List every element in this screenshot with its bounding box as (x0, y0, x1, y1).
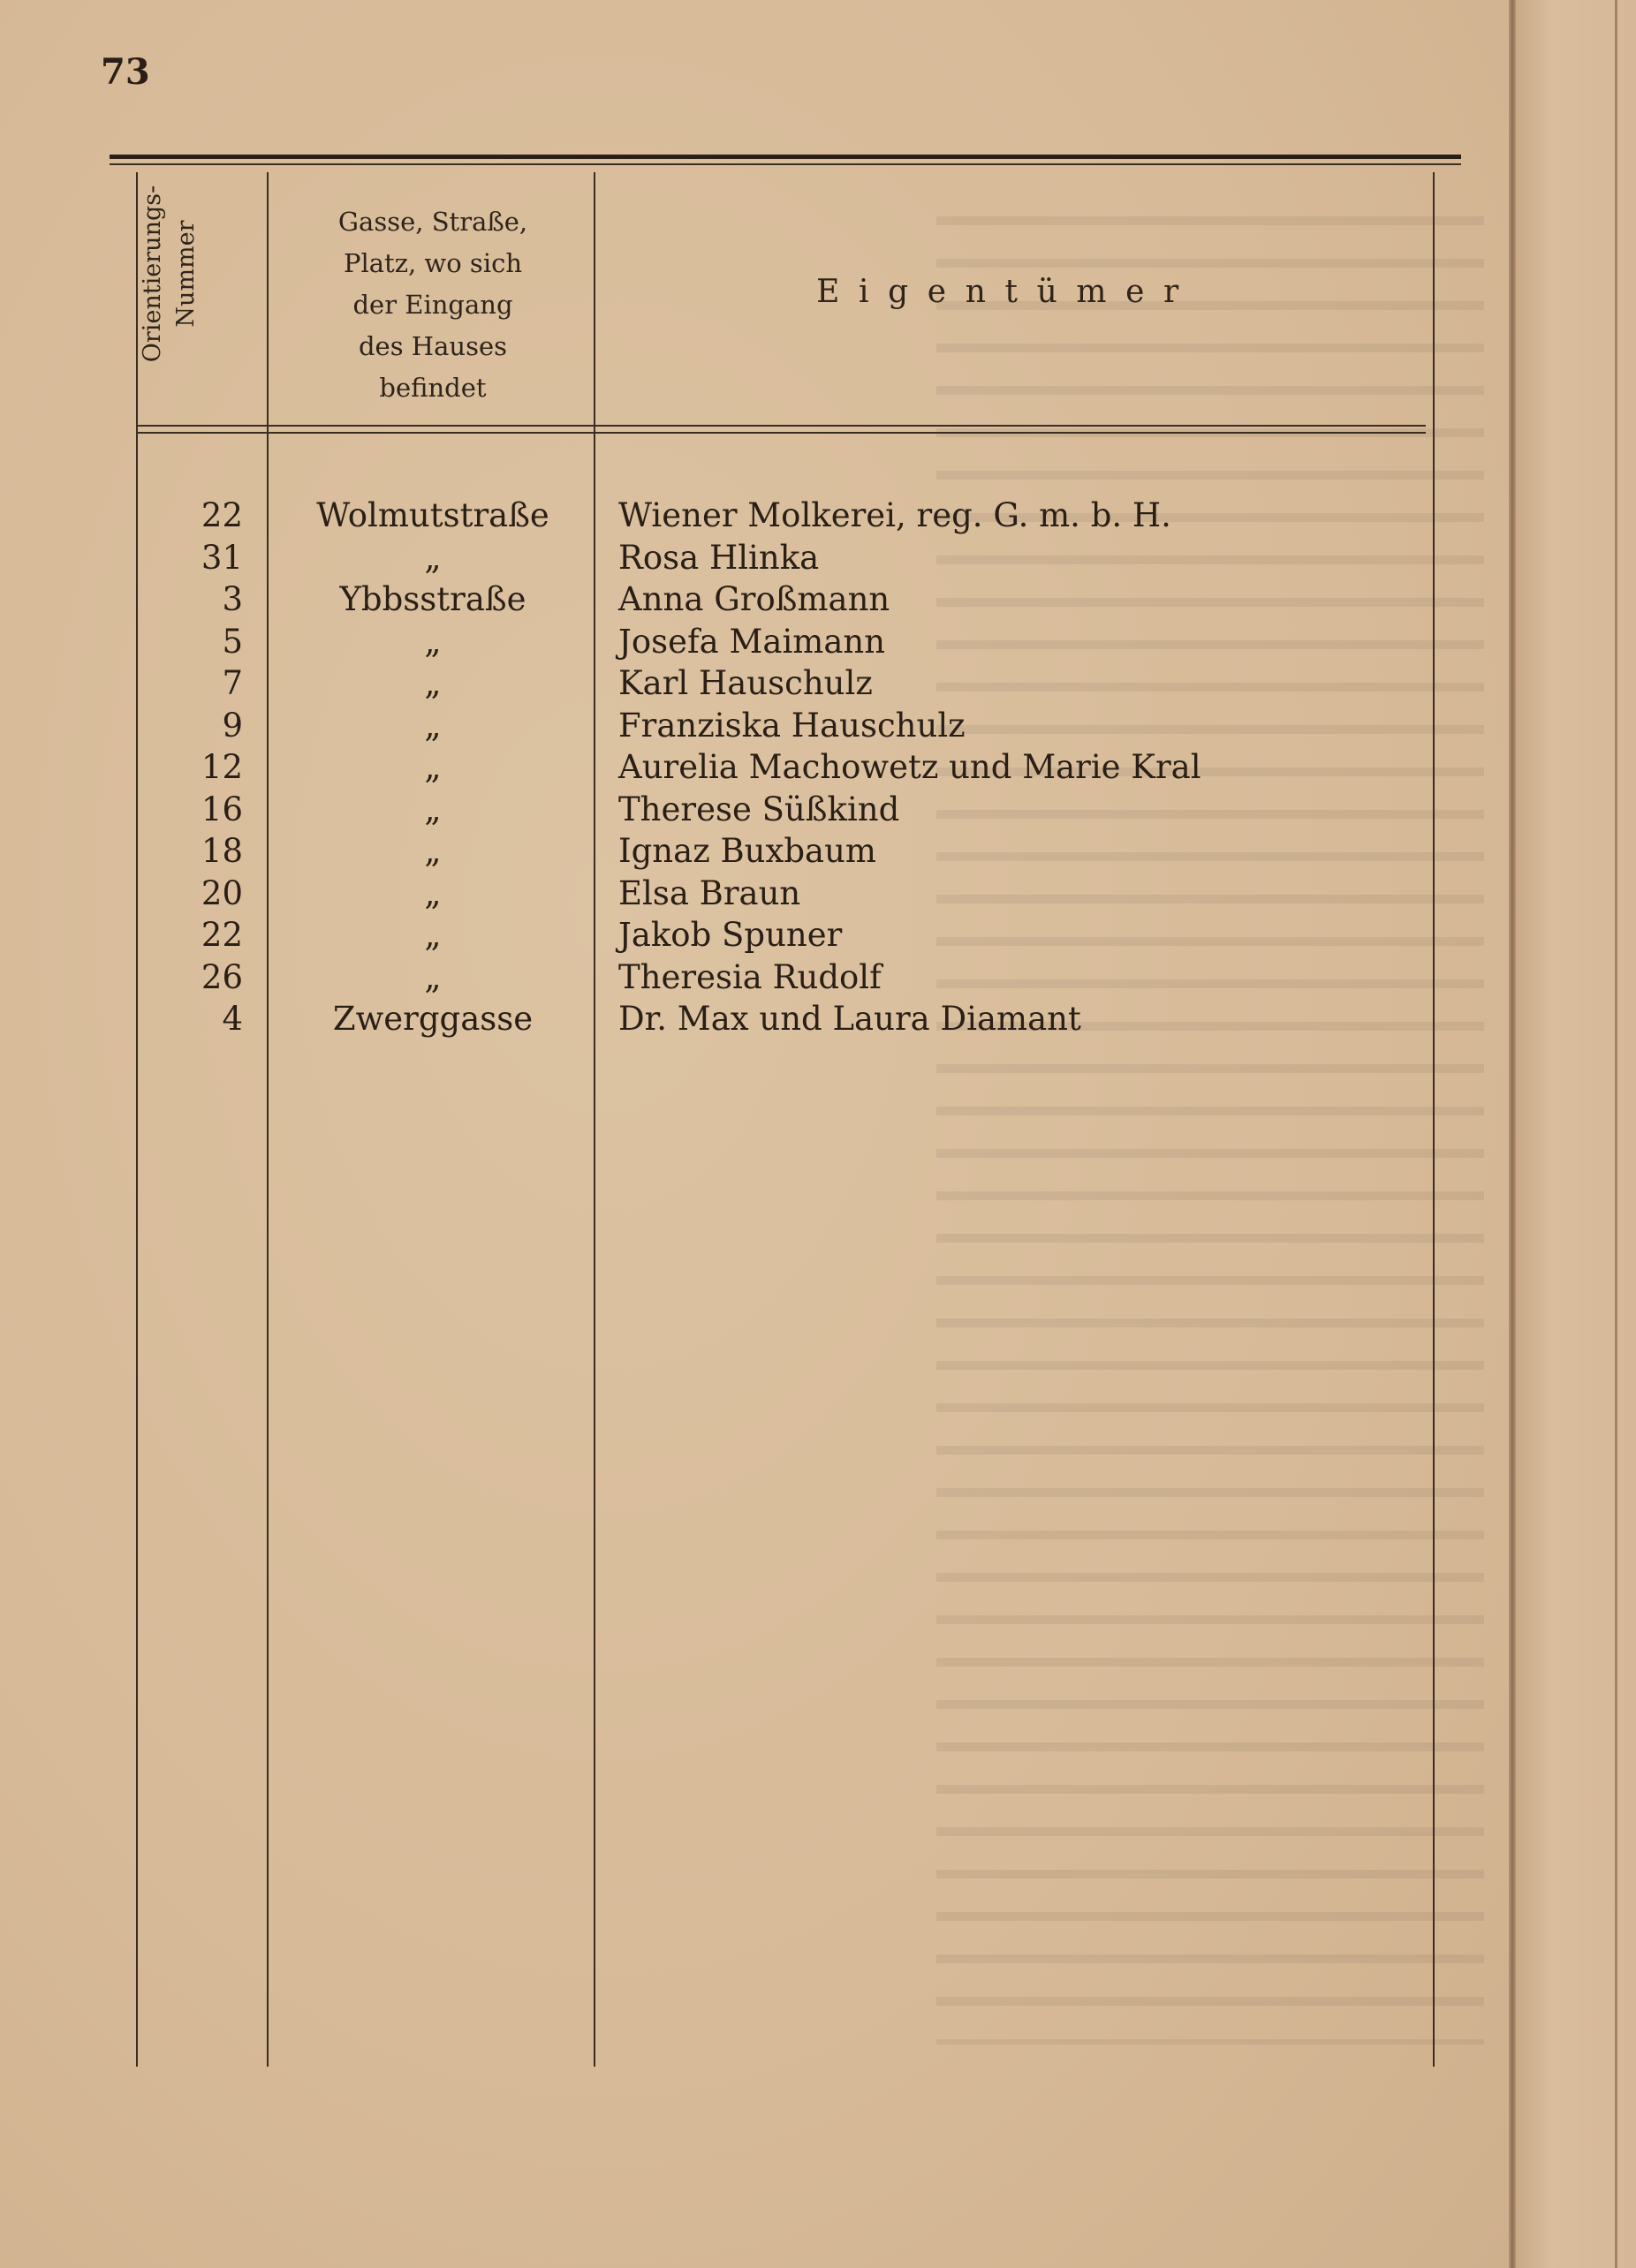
cell-owner: Wiener Molkerei, reg. G. m. b. H. (618, 496, 1171, 534)
cell-number: 31 (201, 538, 243, 577)
cell-number: 3 (222, 580, 243, 618)
table-row (0, 621, 1509, 663)
cell-street: „ (424, 832, 442, 870)
table-body (0, 495, 1509, 1040)
table-row (0, 705, 1509, 747)
header-street-line-5: befindet (379, 373, 487, 403)
cell-number: 5 (222, 622, 243, 661)
facing-page-edge (1516, 0, 1636, 2268)
cell-number: 4 (222, 1000, 243, 1038)
header-street-line-3: der Eingang (352, 290, 513, 320)
book-spine-shadow (1509, 0, 1516, 2268)
table-row (0, 873, 1509, 915)
header-street-line-4: des Hauses (358, 331, 507, 361)
cell-street: „ (424, 790, 442, 828)
cell-street: Zwerggasse (332, 1000, 534, 1038)
table-row (0, 998, 1509, 1040)
column-divider-number (267, 172, 269, 2067)
table-border-left (136, 172, 138, 2067)
cell-owner: Franziska Hauschulz (618, 706, 966, 745)
table-row (0, 789, 1509, 831)
cell-owner: Dr. Max und Laura Diamant (618, 1000, 1081, 1038)
cell-owner: Therese Süßkind (618, 790, 900, 828)
table-row (0, 956, 1509, 999)
cell-owner: Rosa Hlinka (618, 538, 820, 577)
header-number (136, 141, 203, 406)
cell-number: 12 (201, 748, 243, 786)
cell-owner: Ignaz Buxbaum (618, 832, 876, 870)
cell-number: 22 (201, 496, 243, 534)
page-number: 73 (101, 51, 150, 93)
cell-number: 7 (222, 664, 243, 702)
column-divider-street (594, 172, 595, 2067)
header-street-line-1: Gasse, Straße, (337, 207, 528, 237)
header-number-line-2: Nummer (172, 220, 200, 328)
cell-owner: Anna Großmann (618, 580, 890, 618)
cell-number: 26 (201, 957, 243, 996)
table-row (0, 537, 1509, 579)
cell-street: „ (424, 957, 442, 996)
cell-owner: Theresia Rudolf (618, 957, 882, 996)
cell-street: „ (424, 622, 442, 661)
top-rule-thin (110, 163, 1461, 165)
cell-street: „ (424, 748, 442, 786)
header-owner: Eigentümer (816, 274, 1198, 310)
table-border-right (1433, 172, 1435, 2067)
top-rule-thick (110, 155, 1461, 159)
cell-street: Wolmutstraße (316, 496, 549, 534)
cell-number: 20 (201, 873, 243, 912)
cell-owner: Elsa Braun (618, 873, 801, 912)
facing-page-rule (1615, 0, 1617, 2268)
cell-street: Ybbsstraße (339, 580, 526, 618)
cell-owner: Aurelia Machowetz und Marie Kral (618, 748, 1201, 786)
cell-owner: Josefa Maimann (618, 622, 886, 661)
cell-owner: Jakob Spuner (618, 916, 843, 954)
cell-street: „ (424, 664, 442, 702)
table-row (0, 578, 1509, 621)
cell-number: 16 (201, 790, 243, 828)
cell-street: „ (424, 706, 442, 745)
header-separator-bottom (136, 432, 1426, 434)
header-number-line-1: Orientierungs- (139, 185, 166, 363)
table-row (0, 495, 1509, 537)
cell-street: „ (424, 873, 442, 912)
cell-number: 9 (222, 706, 243, 745)
cell-number: 18 (201, 832, 243, 870)
header-street (281, 201, 585, 409)
table-row (0, 662, 1509, 705)
header-separator-top (136, 425, 1426, 427)
table-row (0, 746, 1509, 789)
bleed-through-texture (936, 190, 1484, 2045)
header-street-line-2: Platz, wo sich (343, 248, 523, 278)
cell-street: „ (424, 916, 442, 954)
table-row (0, 914, 1509, 956)
cell-number: 22 (201, 916, 243, 954)
cell-owner: Karl Hauschulz (618, 664, 873, 702)
table-row (0, 830, 1509, 873)
cell-street: „ (424, 538, 442, 577)
